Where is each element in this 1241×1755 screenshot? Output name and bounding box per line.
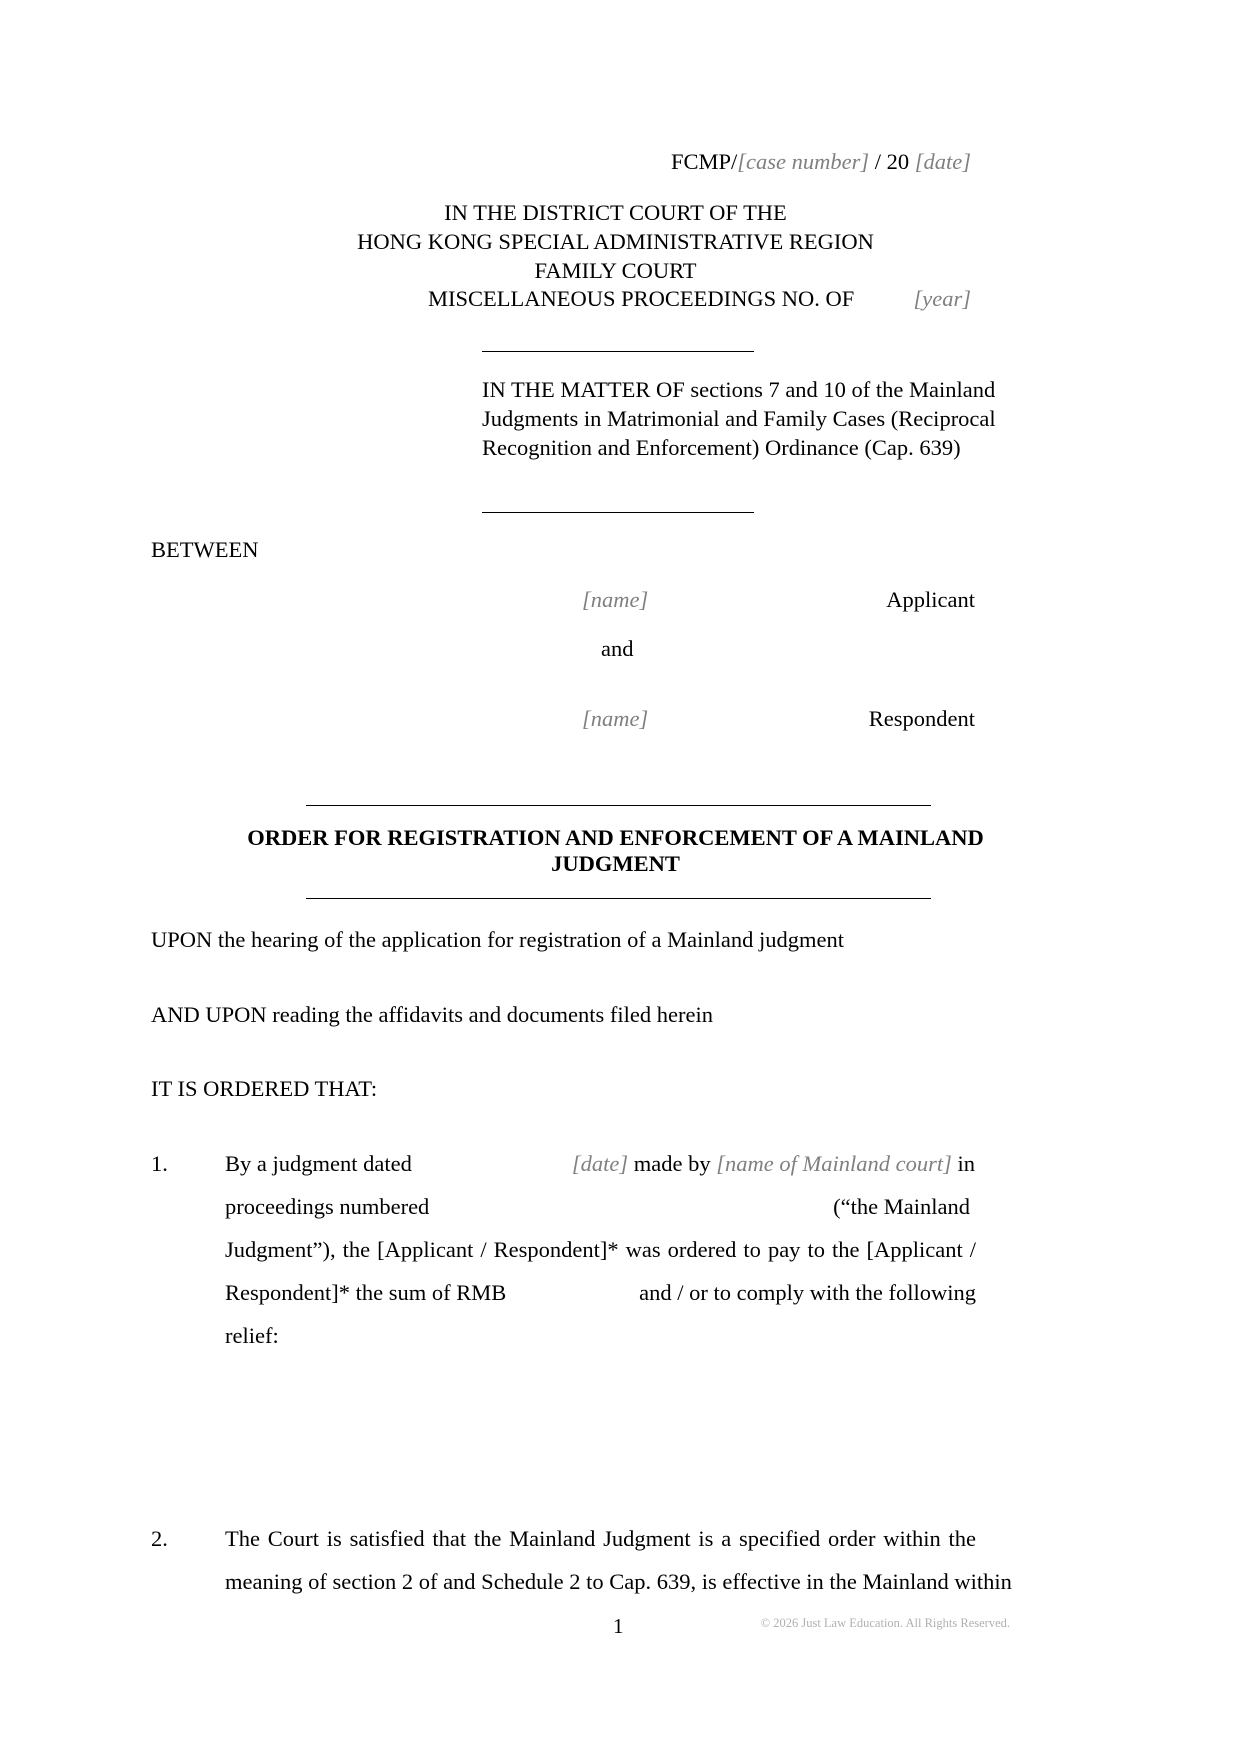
made-by-text: made by [628,1151,717,1176]
order-title-line-2: JUDGMENT [551,851,680,876]
applicant-name-placeholder[interactable]: [name] [582,587,649,612]
case-reference [671,148,971,175]
divider-top-short [482,351,754,352]
applicant-role: Applicant [886,587,975,612]
recital-ordered: IT IS ORDERED THAT: [151,1076,378,1101]
and-label: and [601,636,634,661]
case-ref-prefix: FCMP/ [670,149,738,174]
between-label: BETWEEN [151,537,259,562]
in-text: in [951,1151,975,1176]
court-line-3: FAMILY COURT [534,258,697,283]
court-line-2: HONG KONG SPECIAL ADMINISTRATIVE REGION [357,229,874,254]
item-2-line-1: The Court is satisfied that the Mainland Judgment is a specified order within the [225,1526,976,1551]
judgment-date-placeholder[interactable]: [date] [571,1151,629,1176]
item-1-line-2-end: (“the Mainland [833,1194,970,1219]
item-1-line-1-end [572,1150,975,1177]
recital-upon-reading: AND UPON reading the affidavits and documents filed herein [151,1002,713,1027]
item-2-line-2: meaning of section 2 of and Schedule 2 to Cap. 639, is effective in the Mainland within [225,1569,1012,1594]
proceedings-year-placeholder[interactable]: [year] [913,286,971,311]
divider-matter-short [482,512,754,513]
item-2-number: 2. [151,1526,168,1551]
matter-line-2: Judgments in Matrimonial and Family Cases (Reciprocal [482,406,996,431]
item-1-number: 1. [151,1151,168,1176]
item-1-line-3: Judgment”), the [Applicant / Respondent]* was ordered to pay to the [Applicant / [225,1237,976,1262]
title-rule-bottom [306,898,931,899]
respondent-name-placeholder[interactable]: [name] [582,706,649,731]
proceedings-line: MISCELLANEOUS PROCEEDINGS NO. OF [428,286,855,311]
case-number-placeholder[interactable]: [case number] [737,149,870,174]
matter-block [482,375,996,462]
court-line-1: IN THE DISTRICT COURT OF THE [444,200,787,225]
recital-upon-hearing: UPON the hearing of the application for registration of a Mainland judgment [151,927,844,952]
copyright-notice: © 2026 Just Law Education. All Rights Reserved. [760,1616,1010,1630]
matter-line-3: Recognition and Enforcement) Ordinance (Cap. 639) [482,435,961,460]
court-heading [0,198,1241,285]
order-title-line-1: ORDER FOR REGISTRATION AND ENFORCEMENT OF A MAINLAND [247,825,984,850]
case-ref-separator: / 20 [869,149,915,174]
item-1-line-4-start: Respondent]* the sum of RMB [225,1280,507,1305]
item-1-line-5: relief: [225,1323,279,1348]
case-date-placeholder[interactable]: [date] [914,149,971,174]
item-1-line-2-start: proceedings numbered [225,1194,430,1219]
item-1-line-1-start: By a judgment dated [225,1151,412,1176]
item-1-line-4-end: and / or to comply with the following [639,1280,976,1305]
order-title [0,825,1241,877]
mainland-court-placeholder[interactable]: [name of Mainland court] [716,1151,952,1176]
matter-line-1: IN THE MATTER OF sections 7 and 10 of the Mainland [482,377,996,402]
respondent-role: Respondent [868,706,975,731]
title-rule-top [306,805,931,806]
page-number: 1 [613,1614,624,1638]
